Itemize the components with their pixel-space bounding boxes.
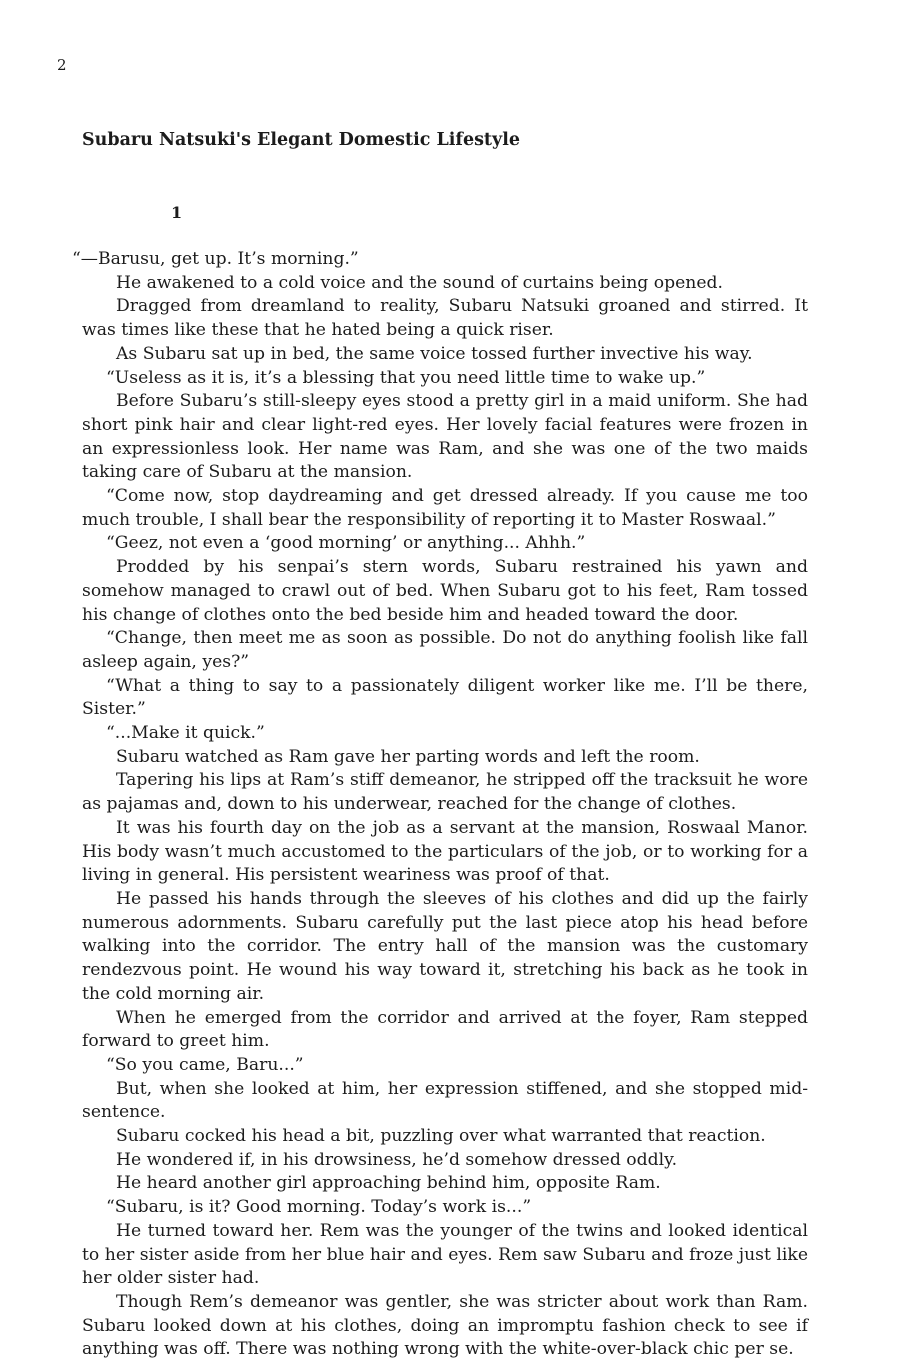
paragraph: “Useless as it is, it’s a blessing that you need little time to wake up.” <box>106 367 706 388</box>
section-number: 1 <box>171 203 183 222</box>
paragraph: “So you came, Baru...” <box>106 1054 304 1075</box>
paragraph: “...Make it quick.” <box>106 723 265 744</box>
paragraph: He wondered if, in his drowsiness, he’d somehow dressed oddly. <box>116 1149 678 1170</box>
paragraph: “What a thing to say to a passionately diligent worker like me. I’ll be there, Sister.” <box>82 675 808 720</box>
paragraph: “Geez, not even a ‘good morning’ or anything... Ahhh.” <box>106 533 586 554</box>
paragraph: He turned toward her. Rem was the younger of the twins and looked identical to her sister aside from her blue hair and eyes. Rem saw Subaru and froze just like her older sister had. <box>82 1220 808 1289</box>
page-number: 2 <box>57 56 67 74</box>
paragraph: When he emerged from the corridor and arrived at the foyer, Ram stepped forward to greet him. <box>82 1007 808 1052</box>
paragraph: Subaru watched as Ram gave her parting words and left the room. <box>116 746 700 767</box>
paragraph: Dragged from dreamland to reality, Subaru Natsuki groaned and stirred. It was times like these that he hated being a quick riser. <box>82 296 808 341</box>
paragraph: He awakened to a cold voice and the sound of curtains being opened. <box>116 272 723 293</box>
paragraph: Before Subaru’s still-sleepy eyes stood a pretty girl in a maid uniform. She had short pink hair and clear light-red eyes. Her lovely facial features were frozen in an expressionless look. Her name was Ram, and she was one of the two maids taking care of Subaru at the mansion. <box>82 391 808 483</box>
paragraph: Prodded by his senpai’s stern words, Subaru restrained his yawn and somehow managed to crawl out of bed. When Subaru got to his feet, Ram tossed his change of clothes onto the bed beside him and headed toward the door. <box>82 557 808 625</box>
chapter-title: Subaru Natsuki's Elegant Domestic Lifestyle <box>82 130 520 150</box>
body-text <box>72 248 808 1362</box>
paragraph: “—Barusu, get up. It’s morning.” <box>72 249 359 269</box>
paragraph: As Subaru sat up in bed, the same voice tossed further invective his way. <box>116 343 753 364</box>
paragraph: “Come now, stop daydreaming and get dressed already. If you cause me too much trouble, I shall bear the responsibility of reporting it to Master Roswaal.” <box>82 486 808 530</box>
paragraph: “Change, then meet me as soon as possible. Do not do anything foolish like fall asleep again, yes?” <box>82 628 808 672</box>
paragraph: He passed his hands through the sleeves of his clothes and did up the fairly numerous adornments. Subaru carefully put the last piece atop his head before walking into the corridor. The entry hall of the mansion was the customary rendezvous point. He wound his way toward it, stretching his back as he took in the cold morning air. <box>82 888 808 1004</box>
paragraph: He heard another girl approaching behind him, opposite Ram. <box>116 1173 661 1194</box>
paragraph: Subaru cocked his head a bit, puzzling over what warranted that reaction. <box>116 1126 766 1147</box>
paragraph: Though Rem’s demeanor was gentler, she was stricter about work than Ram. Subaru looked down at his clothes, doing an impromptu fashion check to see if anything was off. There was nothing wrong with the white-over-black chic per se. <box>82 1291 808 1360</box>
paragraph: “Subaru, is it? Good morning. Today’s work is...” <box>106 1197 532 1218</box>
paragraph: Tapering his lips at Ram’s stiff demeanor, he stripped off the tracksuit he wore as pajamas and, down to his underwear, reached for the change of clothes. <box>82 770 808 815</box>
paragraph: It was his fourth day on the job as a servant at the mansion, Roswaal Manor. His body wasn’t much accustomed to the particulars of the job, or to working for a living in general. His persistent weariness was proof of that. <box>82 817 808 886</box>
paragraph: But, when she looked at him, her expression stiffened, and she stopped mid-sentence. <box>82 1078 808 1123</box>
